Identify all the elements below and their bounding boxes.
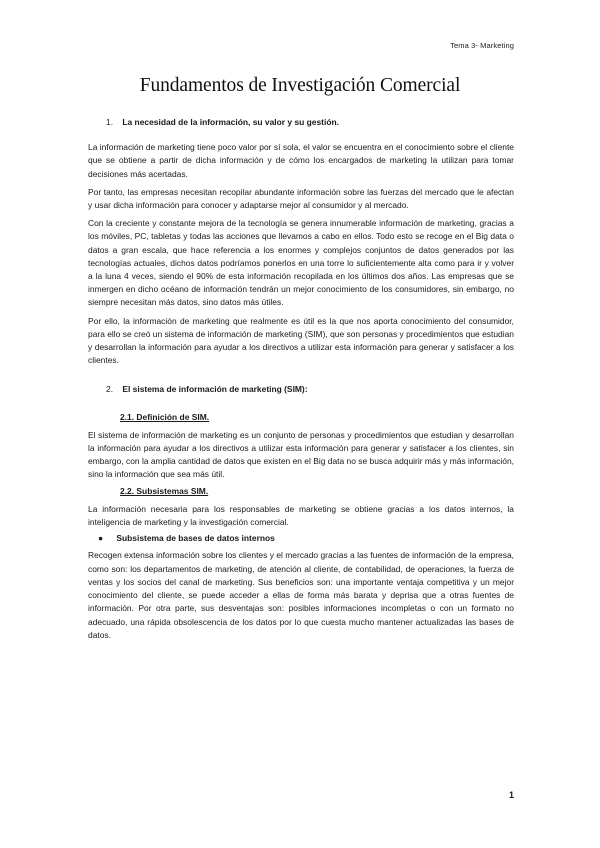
section-1-number: 1. (106, 117, 114, 127)
page-title: Fundamentos de Investigación Comercial (139, 75, 461, 96)
section-1-heading-text: La necesidad de la información, su valor y su gestión. (122, 117, 339, 127)
section-2 (88, 383, 514, 641)
subsection-2-2-heading: 2.2. Subsistemas SIM. (120, 485, 209, 496)
paragraph: Recogen extensa información sobre los clientes y el mercado gracias a las fuentes de información de la empresa, como son: los departamentos de marketing, de atención al cliente, de contabilidad, de operaciones, la fuerza de ventas y los socios del canal de marketing. Sus beneficios son: una importante ventaja competitiva y un mejor conocimiento del cliente, se puede acceder a ellas de forma más barata y deprisa que a otras fuentes de información. Por otra parte, sus desventajas son: posibles informaciones incompletas o con un formato no adecuado, una rápida obsolescencia de los datos por lo que cuesta mucho mantener actualizadas las bases de datos. (88, 550, 514, 640)
bullet-dot-icon: ● (98, 533, 104, 544)
paragraph: El sistema de información de marketing es un conjunto de personas y procedimientos que estudian y desarrollan la información para ayudar a los directivos a utilizar esta información para generar y satisfacer a los clientes, sin embargo, con la amplia cantidad de datos que existen en el Big data no se busca adquirir más y más información, sino la información que sea más útil. (88, 429, 514, 480)
paragraph: La información de marketing tiene poco valor por sí sola, el valor se encuentra en el conocimiento sobre el cliente que se obtiene a partir de dicha información y de cómo los encargados de marketing la utilizan para tomar decisiones más acertadas. (88, 142, 514, 179)
paragraph: La información necesaria para los responsables de marketing se obtiene gracias a los datos internos, la inteligencia de marketing y la investigación comercial. (88, 503, 514, 528)
section-2-heading (88, 383, 514, 396)
running-header: Tema 3- Marketing (450, 41, 514, 50)
page-number: 1 (508, 790, 514, 800)
paragraph: Por tanto, las empresas necesitan recopilar abundante información sobre las fuerzas del mercado que le afectan y usar dicha información para conocer y adaptarse mejor al consumidor y al mercado. (88, 186, 514, 211)
bullet-heading-text: Subsistema de bases de datos internos (116, 533, 275, 544)
section-1-heading (88, 116, 514, 129)
subsection-2-1-heading: 2.1. Definición de SIM. (120, 411, 210, 422)
paragraph: Por ello, la información de marketing que realmente es útil es la que nos aporta conocimiento del consumidor, para ello se creó un sistema de información de marketing (SIM), que son personas y procedimientos que estudian y desarrollan la información para ayudar a los directivos a utilizar esta información para generar y satisfacer a los clientes. (88, 315, 514, 366)
bullet-heading (88, 532, 514, 545)
section-2-number: 2. (106, 384, 114, 395)
paragraph: Con la creciente y constante mejora de la tecnología se genera innumerable información de marketing, gracias a los móviles, PC, tabletas y todas las acciones que llevamos a cabo en ellos. Todo esto se recoge en el Big data o datos a gran escala, que hace referencia a los enormes y complejos conjuntos de datos generados por las tecnologías actuales, dichos datos podríamos ponerlos en una torre lo suficientemente alta como para ir y volver a la luna 4 veces, siendo el 90% de esta información recopilada en los últimos dos años. Las empresas que se inmergen en dicho océano de información tendrán un mejor conocimiento de los consumidores, sin embargo, no siempre necesitan más datos, sino datos más útiles. (88, 218, 514, 308)
section-1 (88, 116, 514, 367)
document-body (88, 116, 514, 647)
section-2-heading-text: El sistema de información de marketing (SIM): (122, 384, 308, 395)
